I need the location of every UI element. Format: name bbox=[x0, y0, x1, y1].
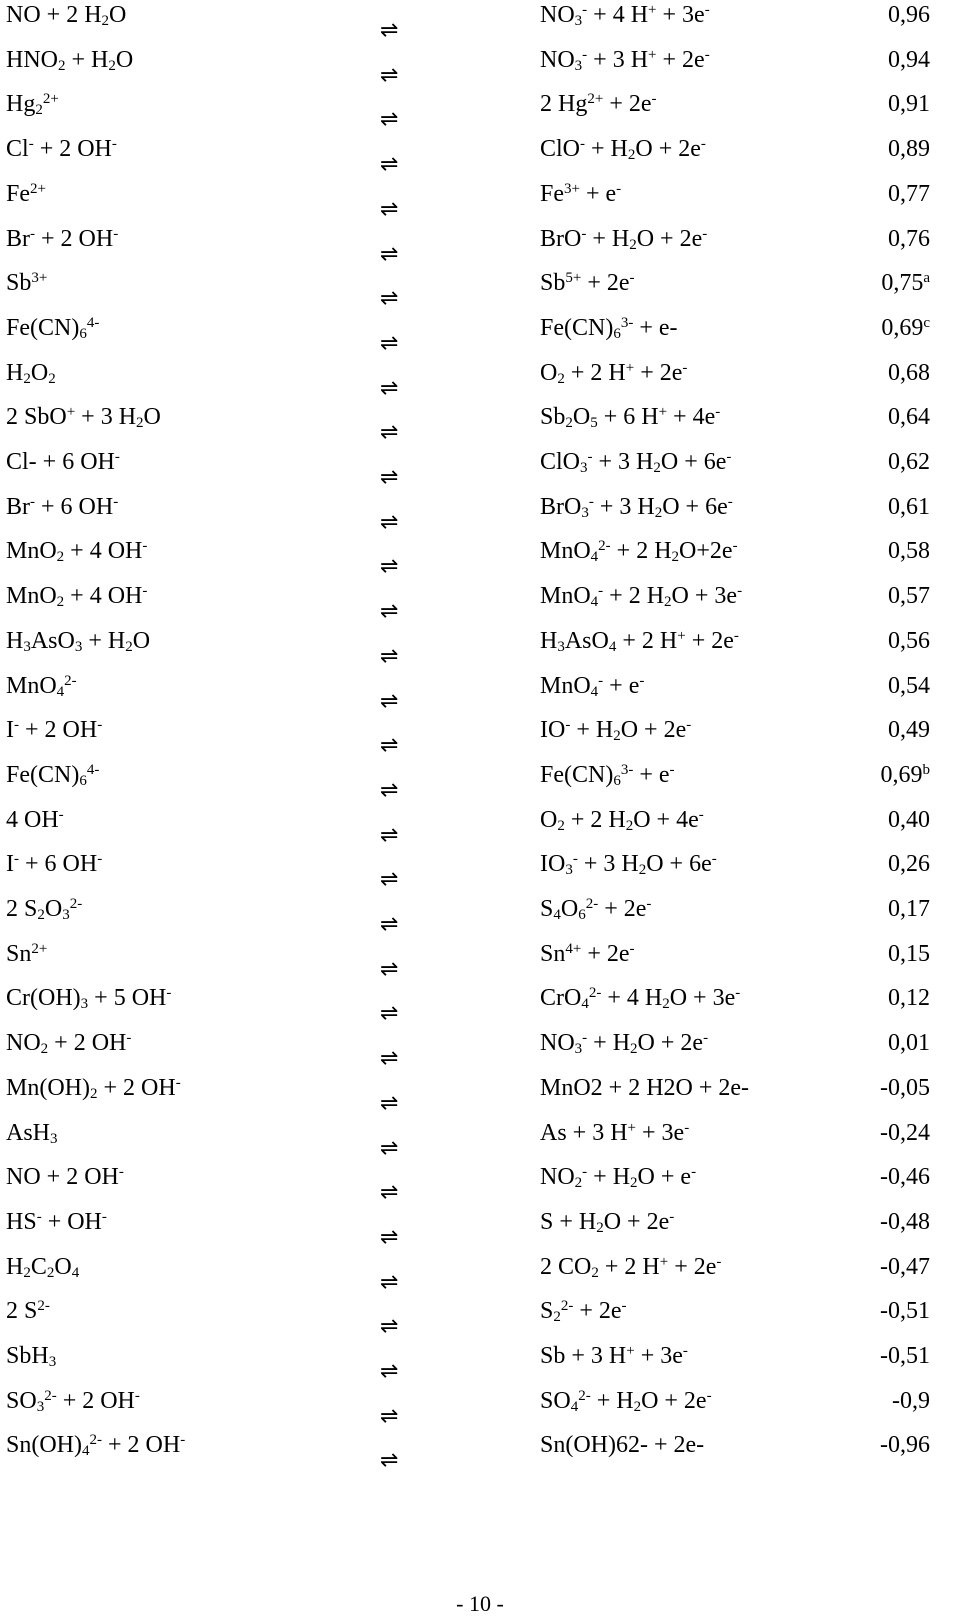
table-row bbox=[0, 715, 960, 761]
potential-value: -0,51 bbox=[880, 1343, 930, 1369]
oxidized-species: $Sb_2O_5 + 6$ H+ + 4e- bbox=[540, 404, 721, 432]
reduced-species: $Fe(CN)_6^{4-}$ bbox=[6, 314, 100, 342]
potential-value: -0,9 bbox=[892, 1387, 930, 1414]
equilibrium-arrow-icon: ⇌ bbox=[380, 599, 399, 625]
equilibrium-arrow-icon: ⇌ bbox=[380, 777, 399, 803]
reduced-species: $Fe^{2+}$ bbox=[6, 180, 46, 207]
equilibrium-arrow-icon: ⇌ bbox=[380, 1001, 399, 1027]
table-row bbox=[0, 1207, 960, 1253]
reduced-species: MnO$_2$ + 4 OH- bbox=[6, 538, 148, 566]
table-row bbox=[0, 894, 960, 940]
equilibrium-arrow-icon: ⇌ bbox=[380, 241, 399, 267]
potential-value: -0,46 bbox=[880, 1164, 930, 1191]
reduced-species: I- + 6 OH- bbox=[6, 851, 103, 878]
equilibrium-arrow-icon: ⇌ bbox=[380, 196, 399, 222]
potential-value: -0,47 bbox=[880, 1253, 930, 1280]
oxidized-species: Sn(OH)62- + 2e- bbox=[540, 1432, 705, 1459]
table-row bbox=[0, 760, 960, 806]
potential-value: 0,56 bbox=[888, 627, 930, 654]
reduced-species: NO + 2 $H_2O$ bbox=[6, 2, 127, 29]
equilibrium-arrow-icon: ⇌ bbox=[380, 1224, 399, 1250]
reduced-species: MnO$_4^{2-}$ bbox=[6, 672, 77, 700]
reduced-species: $H_2C_2O_4$ bbox=[6, 1253, 80, 1281]
oxidized-species: $NO_3^- + 3$ H+ + 2e- bbox=[540, 46, 710, 74]
table-row bbox=[0, 849, 960, 895]
potential-value: 0,76 bbox=[888, 225, 930, 252]
equilibrium-arrow-icon: ⇌ bbox=[380, 62, 399, 88]
reduced-species: NO + 2 OH- bbox=[6, 1163, 124, 1191]
oxidized-species: 2 $CO_2 + 2$ H+ + 2e- bbox=[540, 1253, 722, 1281]
oxidized-species: $Fe^{3+} + e^-$ bbox=[540, 180, 622, 207]
reduced-species: Cl- + 6 OH- bbox=[6, 448, 120, 475]
equilibrium-arrow-icon: ⇌ bbox=[380, 1180, 399, 1206]
potential-value: 0,77 bbox=[888, 180, 930, 207]
oxidized-species: $H_3AsO_4 + 2$ H+ + 2e- bbox=[540, 627, 739, 655]
potential-value: 0,91 bbox=[888, 91, 930, 118]
equilibrium-arrow-icon: ⇌ bbox=[380, 1403, 399, 1429]
potential-value: 0,15 bbox=[888, 940, 930, 967]
oxidized-species: Sb + 3 H+ + 3e- bbox=[540, 1342, 688, 1369]
oxidized-species: MnO$_4$- + e- bbox=[540, 672, 645, 700]
table-row bbox=[0, 536, 960, 582]
reduced-species: Br- + 6 OH- bbox=[6, 493, 119, 520]
oxidized-species: ClO$_3$- + 3 $H_2O + 6e^-$ bbox=[540, 448, 732, 476]
equilibrium-arrow-icon: ⇌ bbox=[380, 375, 399, 401]
potential-value: 0,12 bbox=[888, 985, 930, 1012]
oxidized-species: As + 3 H+ + 3e- bbox=[540, 1119, 690, 1146]
reduced-species: 4 OH- bbox=[6, 806, 64, 833]
potential-value: 0,96 bbox=[888, 2, 930, 28]
oxidized-species: CrO$_4^{2-}$ + 4 $H_2O + 3e^-$ bbox=[540, 985, 741, 1013]
oxidized-species: $BrO^- + H_2O + 2e^-$ bbox=[540, 225, 708, 253]
oxidized-species: $S_2^{2-} + 2e^-$ bbox=[540, 1298, 627, 1326]
potential-value: 0,69$^c$ bbox=[881, 314, 930, 341]
equilibrium-arrow-icon: ⇌ bbox=[380, 822, 399, 848]
potential-value: 0,68 bbox=[888, 359, 930, 386]
potential-value: -0,51 bbox=[880, 1298, 930, 1325]
potential-value: 0,64 bbox=[888, 404, 930, 431]
equilibrium-arrow-icon: ⇌ bbox=[380, 1090, 399, 1116]
reduced-species: HS- + OH- bbox=[6, 1208, 107, 1235]
potential-value: -0,05 bbox=[880, 1074, 930, 1101]
equilibrium-arrow-icon: ⇌ bbox=[380, 1314, 399, 1340]
oxidized-species: $IO_3^- + 3$ $H_2O + 6e^-$ bbox=[540, 851, 717, 879]
reduced-species: $H_3AsO_3 + H_2O$ bbox=[6, 627, 151, 655]
table-row bbox=[0, 313, 960, 359]
table-row bbox=[0, 268, 960, 314]
table-row bbox=[0, 1118, 960, 1164]
oxidized-species: $Fe(CN)_6^{3-} + e-$ bbox=[540, 314, 678, 342]
equilibrium-arrow-icon: ⇌ bbox=[380, 867, 399, 893]
potential-value: 0,26 bbox=[888, 851, 930, 878]
equilibrium-arrow-icon: ⇌ bbox=[380, 733, 399, 759]
equilibrium-arrow-icon: ⇌ bbox=[380, 956, 399, 982]
reduced-species: Cl- + 2 OH- bbox=[6, 135, 117, 163]
potential-value: 0,62 bbox=[888, 449, 930, 475]
equilibrium-arrow-icon: ⇌ bbox=[380, 18, 399, 43]
potential-value: 0,58 bbox=[888, 538, 930, 565]
potential-value: 0,61 bbox=[888, 493, 930, 520]
equilibrium-arrow-icon: ⇌ bbox=[380, 688, 399, 714]
oxidized-species: MnO$_4^{2-}$ + 2 $H_2O+2e^-$ bbox=[540, 538, 738, 566]
reduced-species: $Fe(CN)_6^{4-}$ bbox=[6, 761, 100, 789]
table-row bbox=[0, 1028, 960, 1074]
equilibrium-arrow-icon: ⇌ bbox=[380, 1046, 399, 1072]
reduced-species: 2 $S_2O_3^{2-}$ bbox=[6, 895, 83, 923]
potential-value: -0,48 bbox=[880, 1208, 930, 1235]
table-row bbox=[0, 805, 960, 851]
table-row bbox=[0, 939, 960, 985]
equilibrium-arrow-icon: ⇌ bbox=[380, 1269, 399, 1295]
reduced-species: $H_2O_2$ bbox=[6, 359, 56, 387]
table-row bbox=[0, 983, 960, 1029]
table-row bbox=[0, 224, 960, 270]
reduced-species: $SO_3^{2-} + 2$ OH- bbox=[6, 1387, 140, 1415]
oxidized-species: $O_2 + 2$ H+ + 2e- bbox=[540, 359, 688, 387]
table-row bbox=[0, 1386, 960, 1432]
table-row bbox=[0, 0, 960, 46]
reduced-species: $HNO_2 + H_2O$ bbox=[6, 46, 134, 74]
reduced-species: $NO_2 + 2$ OH- bbox=[6, 1029, 132, 1058]
oxidized-species: 2 $Hg^{2+} + 2e^-$ bbox=[540, 91, 657, 118]
potential-value: -0,24 bbox=[880, 1119, 930, 1146]
oxidized-species: $SO_4^{2-} + H_2O + 2e^-$ bbox=[540, 1387, 712, 1415]
equilibrium-arrow-icon: ⇌ bbox=[380, 152, 399, 178]
reduced-species: $Hg_2^{2+}$ bbox=[6, 91, 59, 119]
reduced-species: Br- + 2 OH- bbox=[6, 225, 119, 252]
oxidized-species: $S_4O_6^{2-} + 2e^-$ bbox=[540, 895, 652, 923]
table-row bbox=[0, 1252, 960, 1298]
table-row bbox=[0, 134, 960, 180]
equilibrium-arrow-icon: ⇌ bbox=[380, 465, 399, 490]
oxidized-species: $IO^- + H_2O + 2e^-$ bbox=[540, 716, 692, 745]
table-row bbox=[0, 492, 960, 538]
reduced-species: $Sn(OH)_4^{2-} + 2$ OH- bbox=[6, 1432, 186, 1460]
potential-value: 0,54 bbox=[888, 672, 930, 699]
equilibrium-arrow-icon: ⇌ bbox=[380, 330, 399, 356]
table-row bbox=[0, 179, 960, 225]
oxidized-species: MnO$_4$- + 2 $H_2O + 3e^-$ bbox=[540, 582, 743, 611]
table-row bbox=[0, 1073, 960, 1119]
table-row bbox=[0, 671, 960, 717]
potential-value: 0,89 bbox=[888, 136, 930, 163]
table-row bbox=[0, 89, 960, 135]
equilibrium-arrow-icon: ⇌ bbox=[380, 286, 399, 312]
table-row bbox=[0, 1430, 960, 1476]
oxidized-species: BrO$_3$- + 3 $H_2O + 6e^-$ bbox=[540, 493, 733, 521]
equilibrium-arrow-icon: ⇌ bbox=[380, 554, 399, 580]
table-row bbox=[0, 581, 960, 627]
equilibrium-arrow-icon: ⇌ bbox=[380, 1135, 399, 1161]
potential-value: 0,75$^a$ bbox=[881, 269, 930, 297]
equilibrium-arrow-icon: ⇌ bbox=[380, 509, 399, 535]
reduced-species: MnO$_2$ + 4 OH- bbox=[6, 582, 148, 611]
reduced-species: 2 $S^{2-}$ bbox=[6, 1298, 50, 1325]
page-number: - 10 - bbox=[456, 1591, 504, 1616]
potential-value: 0,49 bbox=[888, 717, 930, 744]
oxidized-species: $Sn^{4+} + 2e^-$ bbox=[540, 940, 635, 967]
equilibrium-arrow-icon: ⇌ bbox=[380, 1448, 399, 1474]
potential-value: 0,01 bbox=[888, 1030, 930, 1057]
reduced-species: $Cr(OH)_3 + 5$ OH- bbox=[6, 985, 172, 1013]
table-row bbox=[0, 447, 960, 493]
potential-value: -0,96 bbox=[880, 1432, 930, 1459]
oxidized-species: $Sb^{5+} + 2e^-$ bbox=[540, 269, 635, 297]
reduced-species: AsH$_3$ bbox=[6, 1119, 58, 1147]
equilibrium-arrow-icon: ⇌ bbox=[380, 1359, 399, 1384]
oxidized-species: $ClO^- + H_2O + 2e^-$ bbox=[540, 135, 706, 164]
table-row bbox=[0, 402, 960, 448]
oxidized-species: $NO_2^- + H_2O + e^-$ bbox=[540, 1163, 697, 1192]
equilibrium-arrow-icon: ⇌ bbox=[380, 107, 399, 133]
oxidized-species: MnO2 + 2 H2O + 2e- bbox=[540, 1074, 750, 1101]
reduced-species: $Sb^{3+}$ bbox=[6, 269, 48, 297]
potential-value: 0,40 bbox=[888, 806, 930, 833]
oxidized-species: $S + H_2O + 2e^-$ bbox=[540, 1208, 675, 1236]
equilibrium-arrow-icon: ⇌ bbox=[380, 643, 399, 669]
table-row bbox=[0, 626, 960, 672]
potential-value: 0,57 bbox=[888, 583, 930, 610]
reduced-species: 2 SbO+ + 3 $H_2O$ bbox=[6, 404, 161, 432]
reduced-species: $Mn(OH)_2 + 2$ OH- bbox=[6, 1074, 181, 1102]
potential-value: 0,69$^b$ bbox=[880, 761, 930, 788]
oxidized-species: $O_2 + 2$ $H_2O + 4e^-$ bbox=[540, 806, 704, 834]
table-row bbox=[0, 1341, 960, 1387]
potential-value: 0,17 bbox=[888, 896, 930, 922]
potential-value: 0,94 bbox=[888, 46, 930, 73]
reduced-species: $Sn^{2+}$ bbox=[6, 940, 48, 967]
oxidized-species: $NO_3^- + H_2O + 2e^-$ bbox=[540, 1029, 709, 1058]
table-row bbox=[0, 45, 960, 91]
equilibrium-arrow-icon: ⇌ bbox=[380, 912, 399, 937]
table-row bbox=[0, 1162, 960, 1208]
equilibrium-arrow-icon: ⇌ bbox=[380, 420, 399, 446]
reduced-species: SbH$_3$ bbox=[6, 1343, 57, 1370]
table-row bbox=[0, 358, 960, 404]
oxidized-species: $Fe(CN)_6^{3-} + e^-$ bbox=[540, 761, 675, 789]
table-row bbox=[0, 1296, 960, 1342]
oxidized-species: $NO_3^- + 4$ H+ + 3e- bbox=[540, 1, 710, 29]
reduced-species: I- + 2 OH- bbox=[6, 716, 103, 744]
